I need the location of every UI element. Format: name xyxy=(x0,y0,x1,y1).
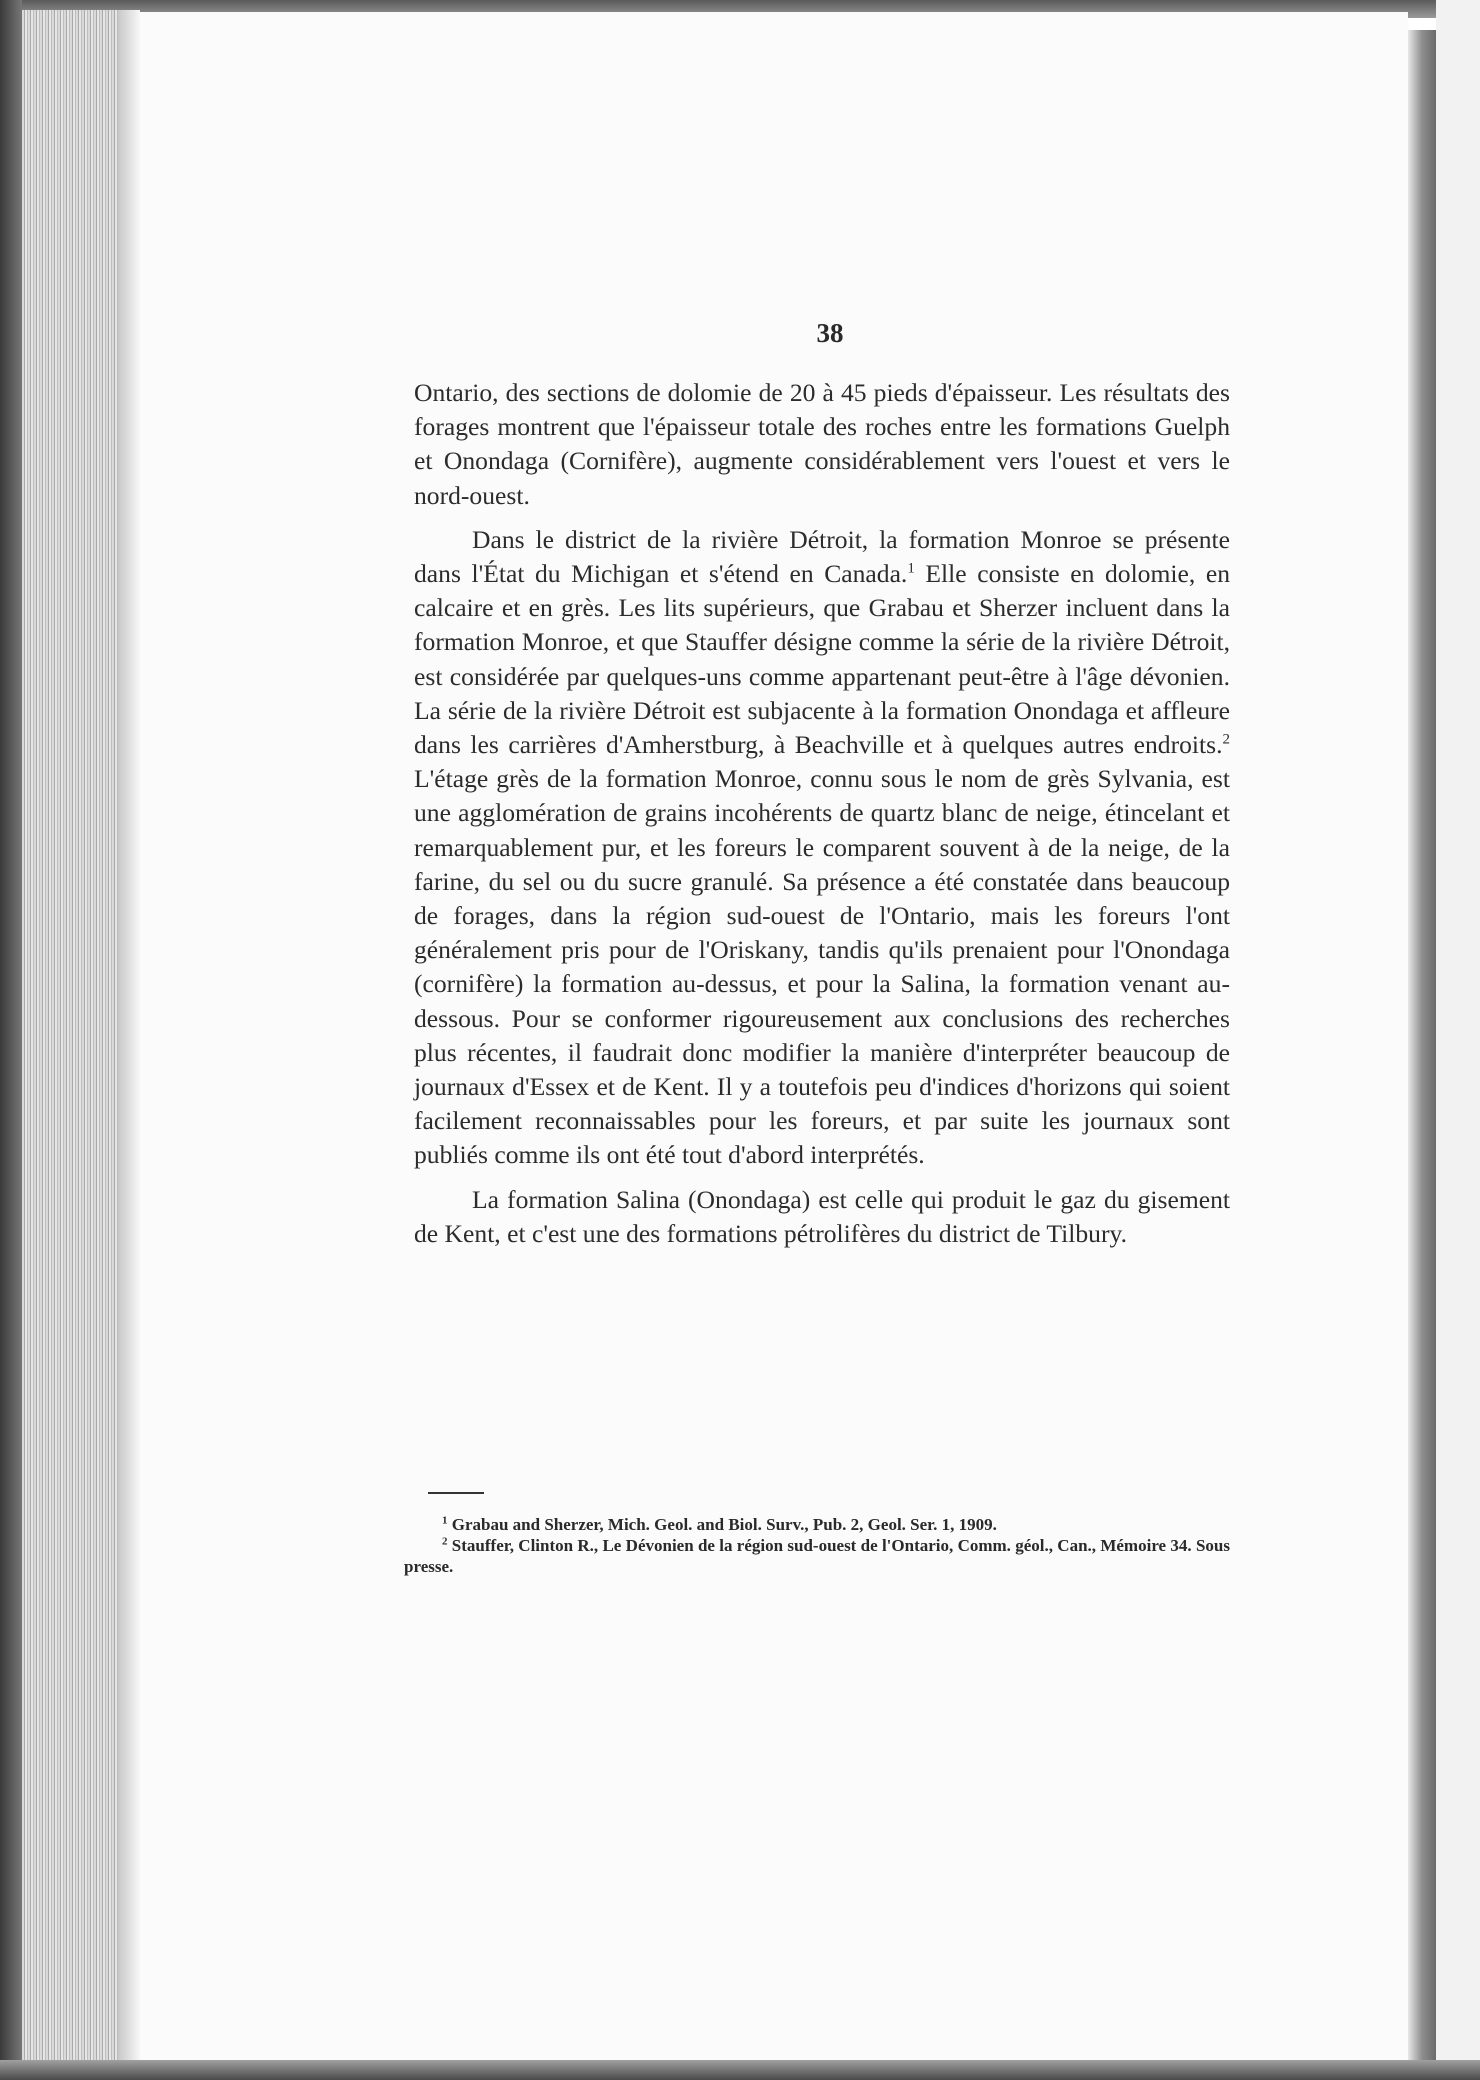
footnote-2 xyxy=(404,1535,1230,1577)
paragraph-2-part-a: Dans le district de la rivière Détroit, la formation Monroe se présente dans l'État du Michigan et s'étend en Canada. xyxy=(414,524,1230,589)
footnote-2-text: Stauffer, Clinton R., Le Dévonien de la région sud-ouest de l'Ontario, Comm. géol., Can., Mémoire 34. Sous presse. xyxy=(404,1536,1230,1576)
footnote-1-mark: 1 xyxy=(442,1514,448,1527)
scan-frame-left xyxy=(0,0,22,2080)
body-text xyxy=(414,376,1230,1261)
book-page-edges xyxy=(22,10,132,2070)
footnotes xyxy=(404,1514,1230,1577)
paragraph-2-part-c: L'étage grès de la formation Monroe, connu sous le nom de grès Sylvania, est une agglomération de grains incohérents de quartz blanc de neige, étincelant et remarquablement pur, et les foreurs le comparent souvent à de la neige, de la farine, du sel ou du sucre granulé. Sa présence a été constatée dans beaucoup de forages, dans la région sud-ouest de l'Ontario, mais les foreurs l'ont généralement pris pour de l'Oriskany, tandis qu'ils prenaient pour l'Onondaga (cornifère) la formation au-dessus, et pour la Salina, la formation venant au-dessous. Pour se conformer rigoureusement aux conclusions des recherches plus récentes, il faudrait donc modifier la manière d'interpréter beaucoup de journaux d'Essex et de Kent. Il y a toutefois peu d'indices d'horizons qui soient facilement reconnaissables pour les foreurs, et par suite les journaux sont publiés comme ils ont été tout d'abord interprétés. xyxy=(414,764,1230,1170)
scan-frame-right xyxy=(1436,0,1480,2080)
book-gutter-shadow xyxy=(1408,30,1436,2060)
footnote-1 xyxy=(404,1514,1230,1535)
page-number: 38 xyxy=(816,318,844,348)
footnote-ref-2: 2 xyxy=(1222,731,1230,748)
paragraph-2 xyxy=(414,523,1230,1173)
book-page-edges-fade xyxy=(118,10,140,2070)
paragraph-3: La formation Salina (Onondaga) est celle qui produit le gaz du gisement de Kent, et c'est une des formations pétrolifères du district de Tilbury. xyxy=(414,1184,1230,1248)
footnote-ref-1: 1 xyxy=(907,560,915,577)
paragraph-1: Ontario, des sections de dolomie de 20 à 45 pieds d'épaisseur. Les résultats des forages montrent que l'épaisseur totale des roches entre les formations Guelph et Onondaga (Cornifère), augmente considérablement vers l'ouest et vers le nord-ouest. xyxy=(414,378,1230,510)
footnote-1-text: Grabau and Sherzer, Mich. Geol. and Biol. Surv., Pub. 2, Geol. Ser. 1, 1909. xyxy=(447,1515,997,1534)
footnote-divider xyxy=(428,1492,484,1494)
paragraph-2-part-b: Elle consiste en dolomie, en calcaire et en grès. Les lits supérieurs, que Grabau et Sherzer incluent dans la formation Monroe, et que Stauffer désigne comme la série de la rivière Détroit, est considérée par quelques-uns comme appartenant peut-être à l'âge dévonien. La série de la rivière Détroit est subjacente à la formation Onondaga et affleure dans les carrières d'Amherstburg, à Beachville et à quelques autres endroits. xyxy=(414,559,1230,760)
scan-frame-bottom xyxy=(0,2060,1480,2080)
footnote-2-mark: 2 xyxy=(442,1535,448,1548)
